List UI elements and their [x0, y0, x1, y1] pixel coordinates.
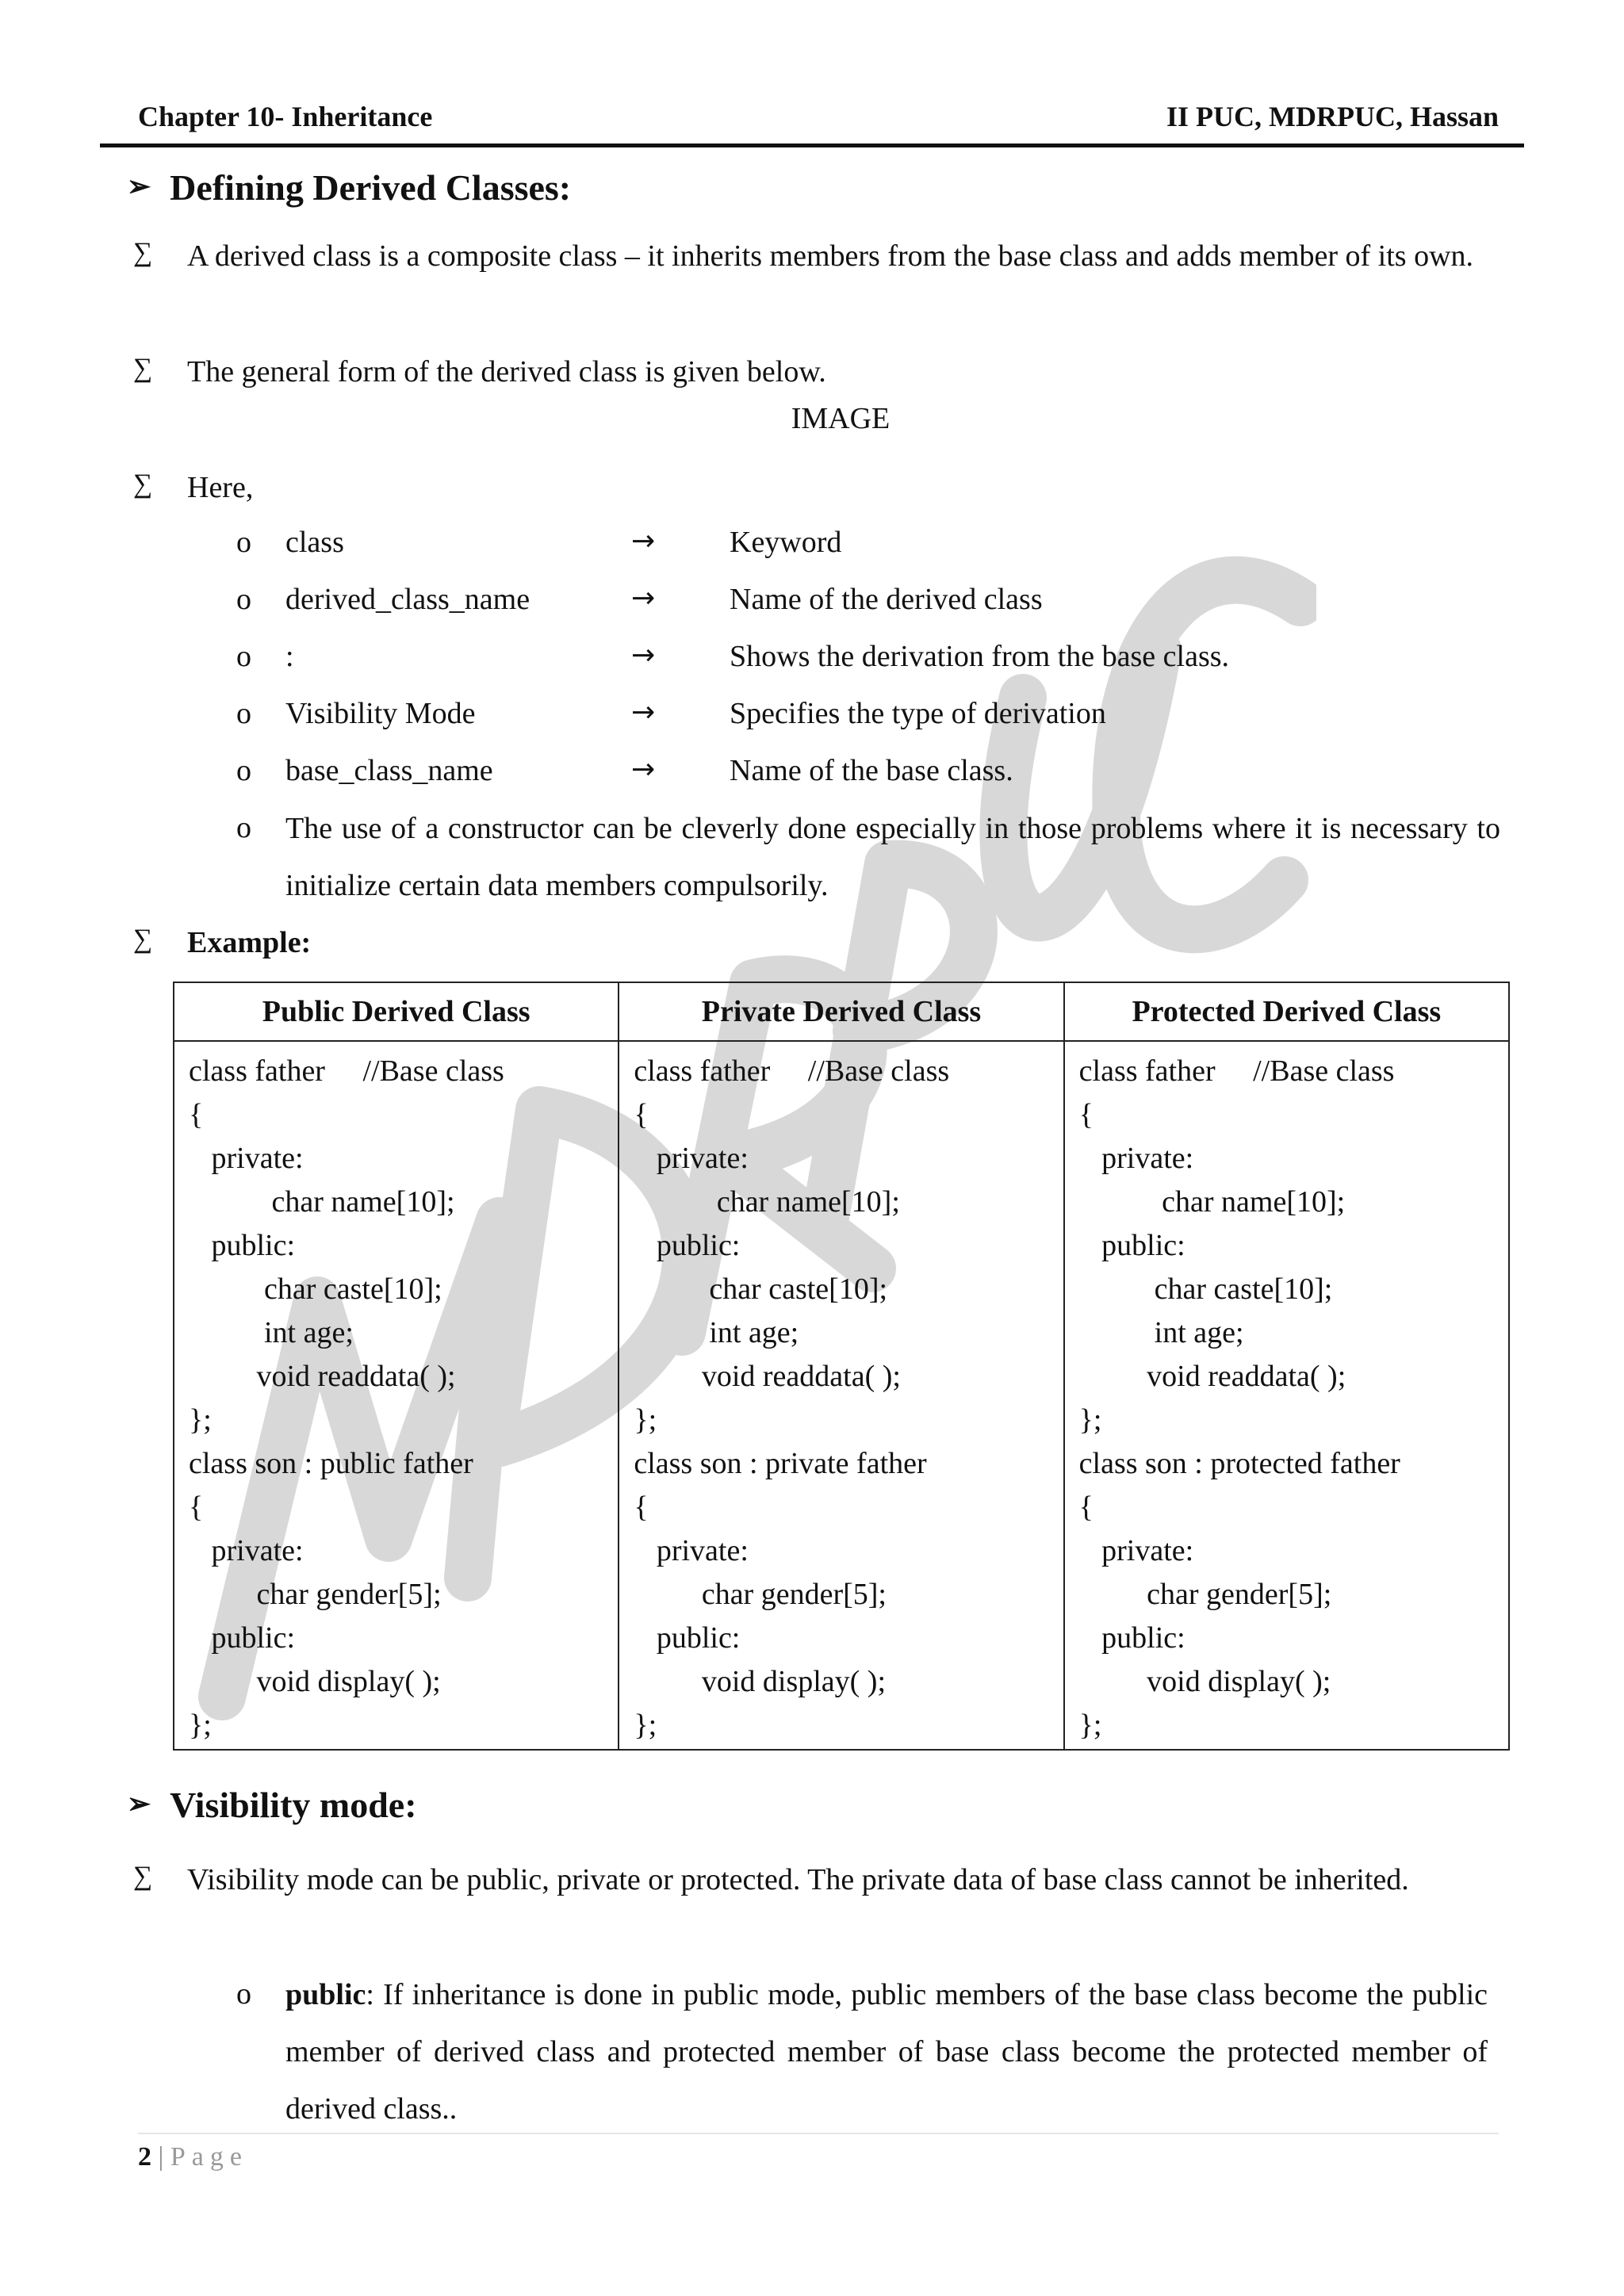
- code-line: class son : protected father: [1078, 1447, 1400, 1480]
- code-line: public:: [634, 1229, 741, 1262]
- term-item: class: [285, 526, 344, 559]
- header-rule: [100, 144, 1524, 147]
- code-line: void display( );: [1078, 1665, 1331, 1698]
- right-arrow-icon: →: [631, 582, 656, 614]
- section-heading-derived-classes: [127, 166, 571, 209]
- table-row: [174, 1041, 1509, 1750]
- code-line: public:: [634, 1621, 741, 1655]
- code-line: char gender[5];: [1078, 1578, 1332, 1611]
- right-arrow-icon: →: [631, 753, 656, 786]
- code-line: };: [1078, 1403, 1102, 1437]
- code-line: private:: [634, 1534, 749, 1567]
- private-derived-code-cell: [619, 1041, 1063, 1750]
- term-description: Name of the base class.: [730, 754, 1013, 787]
- code-line: private:: [634, 1142, 749, 1175]
- table-header-cell: Protected Derived Class: [1064, 982, 1509, 1041]
- code-line: int age;: [634, 1316, 799, 1349]
- circle-bullet-icon: o: [236, 1977, 251, 2011]
- code-line: {: [1078, 1490, 1094, 1524]
- code-line: {: [634, 1098, 649, 1131]
- code-line: };: [1078, 1709, 1102, 1742]
- code-line: private:: [1078, 1142, 1194, 1175]
- code-line: char caste[10];: [634, 1272, 888, 1306]
- code-line: char caste[10];: [189, 1272, 442, 1306]
- code-line: public:: [189, 1621, 296, 1655]
- term-item: Visibility Mode: [285, 697, 476, 730]
- sigma-bullet-icon: ∑: [133, 469, 153, 499]
- code-line: int age;: [189, 1316, 354, 1349]
- circle-bullet-icon: o: [236, 697, 251, 730]
- section-title: Visibility mode:: [170, 1785, 417, 1825]
- circle-bullet-icon: o: [236, 526, 251, 559]
- arrow-bullet-icon: ➢: [127, 1787, 151, 1820]
- page-label: Page: [170, 2142, 248, 2172]
- table-header-cell: Private Derived Class: [619, 982, 1063, 1041]
- arrow-bullet-icon: ➢: [127, 170, 151, 202]
- header-chapter: Chapter 10- Inheritance: [138, 101, 433, 132]
- protected-derived-code-cell: [1064, 1041, 1509, 1750]
- public-mode-description: [285, 1966, 1488, 2137]
- right-arrow-icon: →: [631, 639, 656, 672]
- section-title: Defining Derived Classes:: [170, 167, 572, 208]
- code-line: class father //Base class: [189, 1054, 504, 1088]
- section-heading-visibility-mode: [127, 1784, 417, 1826]
- code-line: private:: [189, 1142, 304, 1175]
- footer-separator: |: [158, 2142, 164, 2172]
- circle-bullet-icon: o: [236, 640, 251, 673]
- code-line: public:: [189, 1229, 296, 1262]
- code-line: void readdata( );: [189, 1360, 456, 1393]
- code-line: };: [634, 1709, 657, 1742]
- code-line: char caste[10];: [1078, 1272, 1333, 1306]
- circle-bullet-icon: o: [236, 583, 251, 616]
- sigma-bullet-icon: ∑: [133, 238, 153, 267]
- code-line: char name[10];: [634, 1185, 900, 1219]
- right-arrow-icon: →: [631, 525, 656, 557]
- code-line: private:: [1078, 1534, 1194, 1567]
- code-line: };: [189, 1709, 212, 1742]
- code-line: char gender[5];: [189, 1578, 442, 1611]
- term-item: base_class_name: [285, 754, 493, 787]
- right-arrow-icon: →: [631, 696, 656, 729]
- code-line: class father //Base class: [1078, 1054, 1395, 1088]
- term-item: derived_class_name: [285, 583, 530, 616]
- term-description: Shows the derivation from the base class.: [730, 640, 1230, 673]
- code-line: public:: [1078, 1621, 1185, 1655]
- code-line: char name[10];: [189, 1185, 455, 1219]
- code-line: {: [189, 1098, 204, 1131]
- code-line: void display( );: [634, 1665, 887, 1698]
- code-line: char name[10];: [1078, 1185, 1346, 1219]
- public-desc: : If inheritance is done in public mode, public members of the base class become the public member of derived class and protected member of base class become the protected member of derived class..: [285, 1978, 1488, 2126]
- code-line: void readdata( );: [634, 1360, 901, 1393]
- code-line: private:: [189, 1534, 304, 1567]
- term-description: Keyword: [730, 526, 842, 559]
- code-line: };: [189, 1403, 212, 1437]
- code-line: {: [634, 1490, 649, 1524]
- derived-class-example-table: [173, 982, 1510, 1751]
- image-placeholder-label: IMAGE: [791, 402, 891, 435]
- code-line: char gender[5];: [634, 1578, 887, 1611]
- code-line: void display( );: [189, 1665, 441, 1698]
- footer-rule: [138, 2133, 1499, 2134]
- sigma-bullet-icon: ∑: [133, 1862, 153, 1891]
- paragraph-general-form: The general form of the derived class is given below.: [187, 355, 826, 388]
- constructor-note: The use of a constructor can be cleverly done especially in those problems where it is necessary to initialize certain data members compulsorily.: [285, 812, 1500, 902]
- code-line: class son : private father: [634, 1447, 927, 1480]
- page-footer: [138, 2142, 248, 2172]
- term-description: Specifies the type of derivation: [730, 697, 1106, 730]
- code-line: {: [189, 1490, 204, 1524]
- code-line: };: [634, 1403, 657, 1437]
- table-header-row: [174, 982, 1509, 1041]
- code-line: class son : public father: [189, 1447, 473, 1480]
- code-line: void readdata( );: [1078, 1360, 1346, 1393]
- code-line: class father //Base class: [634, 1054, 950, 1088]
- circle-bullet-icon: o: [236, 754, 251, 787]
- code-line: {: [1078, 1098, 1094, 1131]
- paragraph-derived-class-definition: A derived class is a composite class – it inherits members from the base class and adds member of its own.: [187, 239, 1474, 273]
- page-number: 2: [138, 2142, 151, 2172]
- header-institution: II PUC, MDRPUC, Hassan: [1166, 101, 1499, 132]
- term-description: Name of the derived class: [730, 583, 1043, 616]
- paragraph-here: Here,: [187, 471, 254, 504]
- paragraph-visibility-mode: Visibility mode can be public, private or protected. The private data of base class cannot be inherited.: [187, 1863, 1409, 1896]
- sigma-bullet-icon: ∑: [133, 354, 153, 383]
- code-line: int age;: [1078, 1316, 1244, 1349]
- example-label: Example:: [187, 926, 312, 959]
- public-derived-code-cell: [174, 1041, 619, 1750]
- circle-bullet-icon: o: [236, 811, 251, 844]
- public-term: public: [285, 1978, 366, 2011]
- code-line: public:: [1078, 1229, 1185, 1262]
- sigma-bullet-icon: ∑: [133, 924, 153, 954]
- term-item: :: [285, 640, 294, 673]
- table-header-cell: Public Derived Class: [174, 982, 619, 1041]
